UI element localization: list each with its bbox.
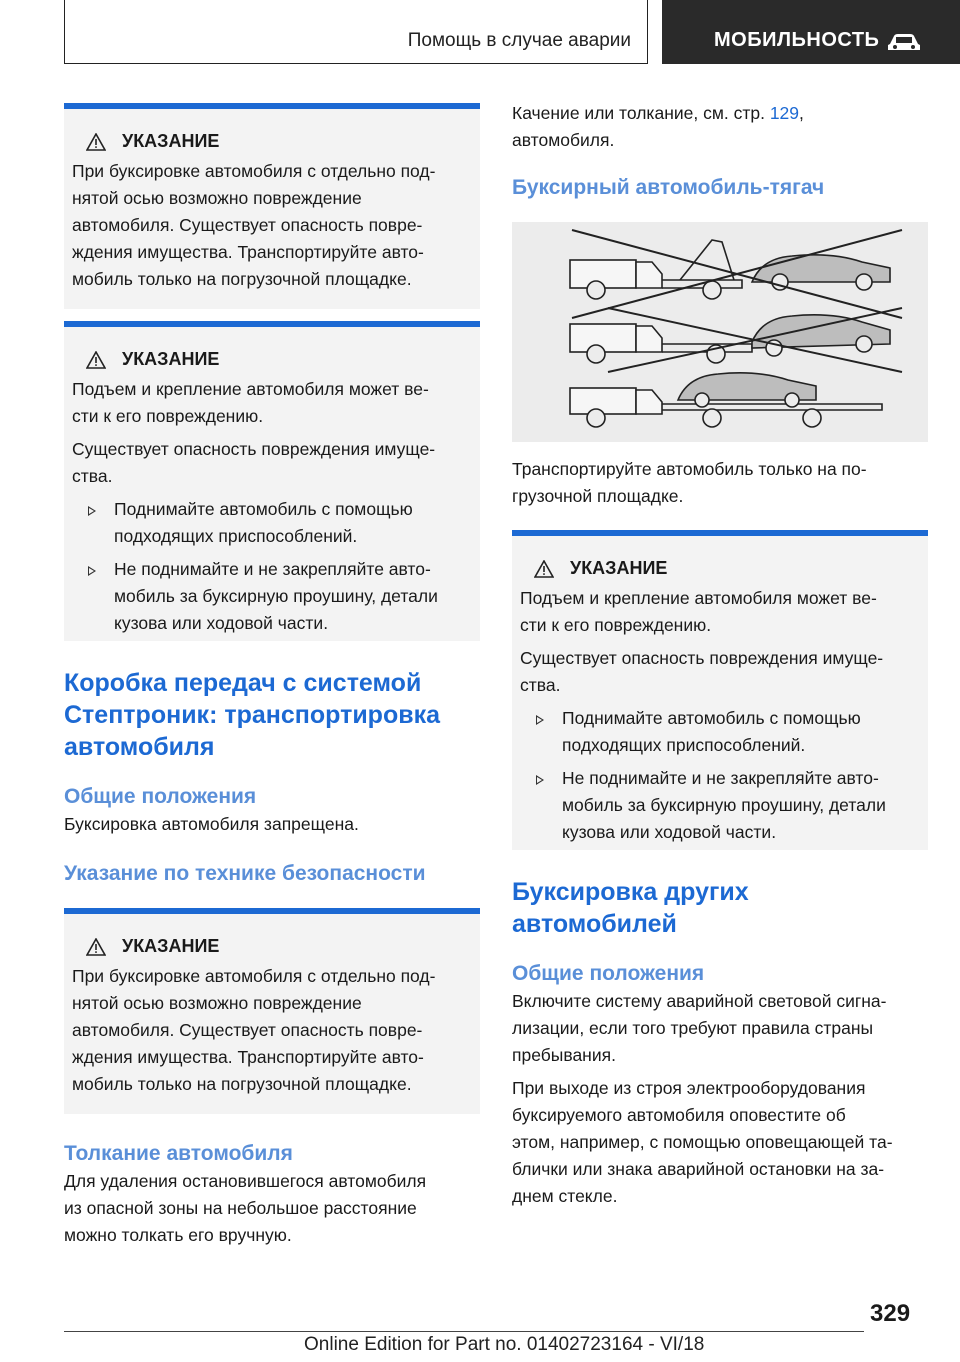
tow-truck-diagram <box>512 222 928 442</box>
list-item: Не поднимайте и не закрепляйте авто- мобиль за буксирную проушину, детали кузова или ходовой части. <box>72 556 468 637</box>
warning-title: УКАЗАНИЕ <box>570 558 668 578</box>
page-number: 329 <box>870 1300 911 1327</box>
list-item: Поднимайте автомобиль с помощью подходящих приспособлений. <box>72 496 468 550</box>
warning-title: УКАЗАНИЕ <box>122 349 220 369</box>
warning-box <box>64 908 480 1114</box>
warning-triangle-icon <box>86 133 106 151</box>
header-section <box>64 0 648 64</box>
left-column <box>64 103 480 1249</box>
subsection-heading: Указание по технике безопасности <box>64 862 426 885</box>
warning-triangle-icon <box>86 351 106 369</box>
bullet-triangle-icon <box>88 506 96 516</box>
warning-box <box>512 530 928 850</box>
warning-text: ждения имущества. Транспортируйте авто- <box>72 1047 424 1067</box>
list-item: Не поднимайте и не закрепляйте авто- мобиль за буксирную проушину, детали кузова или ходовой части. <box>520 765 916 846</box>
towing-illustration <box>512 222 928 442</box>
bullet-triangle-icon <box>88 566 96 576</box>
warning-text: нятой осью возможно повреждение <box>72 993 362 1013</box>
page-link[interactable]: 129 <box>769 103 800 123</box>
warning-triangle-icon <box>86 938 106 956</box>
subsection-heading: Общие положения <box>512 962 705 985</box>
body-text: При выходе из строя электрооборудования буксируемого автомобиля оповестите об этом, например, с помощью оповещающей та- блички или знака аварийной остановки на за- днем стекле. <box>512 1078 893 1206</box>
car-icon <box>884 30 924 54</box>
warning-list <box>520 705 916 846</box>
warning-text: сти к его повреждению. <box>72 406 264 426</box>
warning-text: Существует опасность повреждения имуще- <box>72 439 436 459</box>
subsection-heading: Общие положения <box>64 785 257 808</box>
header-section-title: Помощь в случае аварии <box>407 30 631 51</box>
warning-list <box>72 496 468 637</box>
warning-text: При буксировке автомобиля с отдельно под- <box>72 161 436 181</box>
header-chapter-title: МОБИЛЬНОСТЬ <box>714 29 880 51</box>
warning-box <box>64 321 480 641</box>
warning-box <box>64 103 480 309</box>
warning-text: автомобиля. Существует опасность повре- <box>72 1020 423 1040</box>
warning-text: автомобиля. Существует опасность повре- <box>72 215 423 235</box>
section-heading: Коробка передач с системой Стептроник: транспортировка автомобиля <box>64 669 441 761</box>
warning-text: мобиль только на погрузочной площадке. <box>72 1074 412 1094</box>
warning-text: нятой осью возможно повреждение <box>72 188 362 208</box>
warning-text: При буксировке автомобиля с отдельно под- <box>72 966 436 986</box>
footer-divider <box>64 1331 864 1332</box>
warning-text: ждения имущества. Транспортируйте авто- <box>72 242 424 262</box>
warning-text: мобиль только на погрузочной площадке. <box>72 269 412 289</box>
warning-title: УКАЗАНИЕ <box>122 131 220 151</box>
warning-text: Подъем и крепление автомобиля может ве- <box>72 379 429 399</box>
list-item: Поднимайте автомобиль с помощью подходящих приспособлений. <box>520 705 916 759</box>
subsection-heading: Толкание автомобиля <box>64 1142 293 1165</box>
body-text: Для удаления остановившегося автомобиля из опасной зоны на небольшое расстояние можно толкать его вручную. <box>64 1171 427 1245</box>
footer-edition: Online Edition for Part no. 01402723164 - VI/18 <box>304 1334 705 1355</box>
body-text: Включите систему аварийной световой сигна- лизации, если того требуют правила страны пребывания. <box>512 991 887 1065</box>
body-text: Буксировка автомобиля запрещена. <box>64 814 359 834</box>
warning-text: ства. <box>72 466 113 486</box>
subsection-heading: Буксирный автомобиль-тягач <box>512 176 825 199</box>
warning-triangle-icon <box>534 560 554 578</box>
warning-text: Существует опасность повреждения имуще- <box>520 648 884 668</box>
body-text: Транспортируйте автомобиль только на по- грузочной площадке. <box>512 459 867 506</box>
body-text: Качение или толкание, см. стр. 129, автомобиля. <box>512 103 804 150</box>
section-heading: Буксировка других автомобилей <box>512 878 749 938</box>
warning-text: ства. <box>520 675 561 695</box>
bullet-triangle-icon <box>536 715 544 725</box>
warning-title: УКАЗАНИЕ <box>122 936 220 956</box>
right-column <box>512 100 928 1210</box>
warning-text: Подъем и крепление автомобиля может ве- <box>520 588 877 608</box>
warning-text: сти к его повреждению. <box>520 615 712 635</box>
bullet-triangle-icon <box>536 775 544 785</box>
